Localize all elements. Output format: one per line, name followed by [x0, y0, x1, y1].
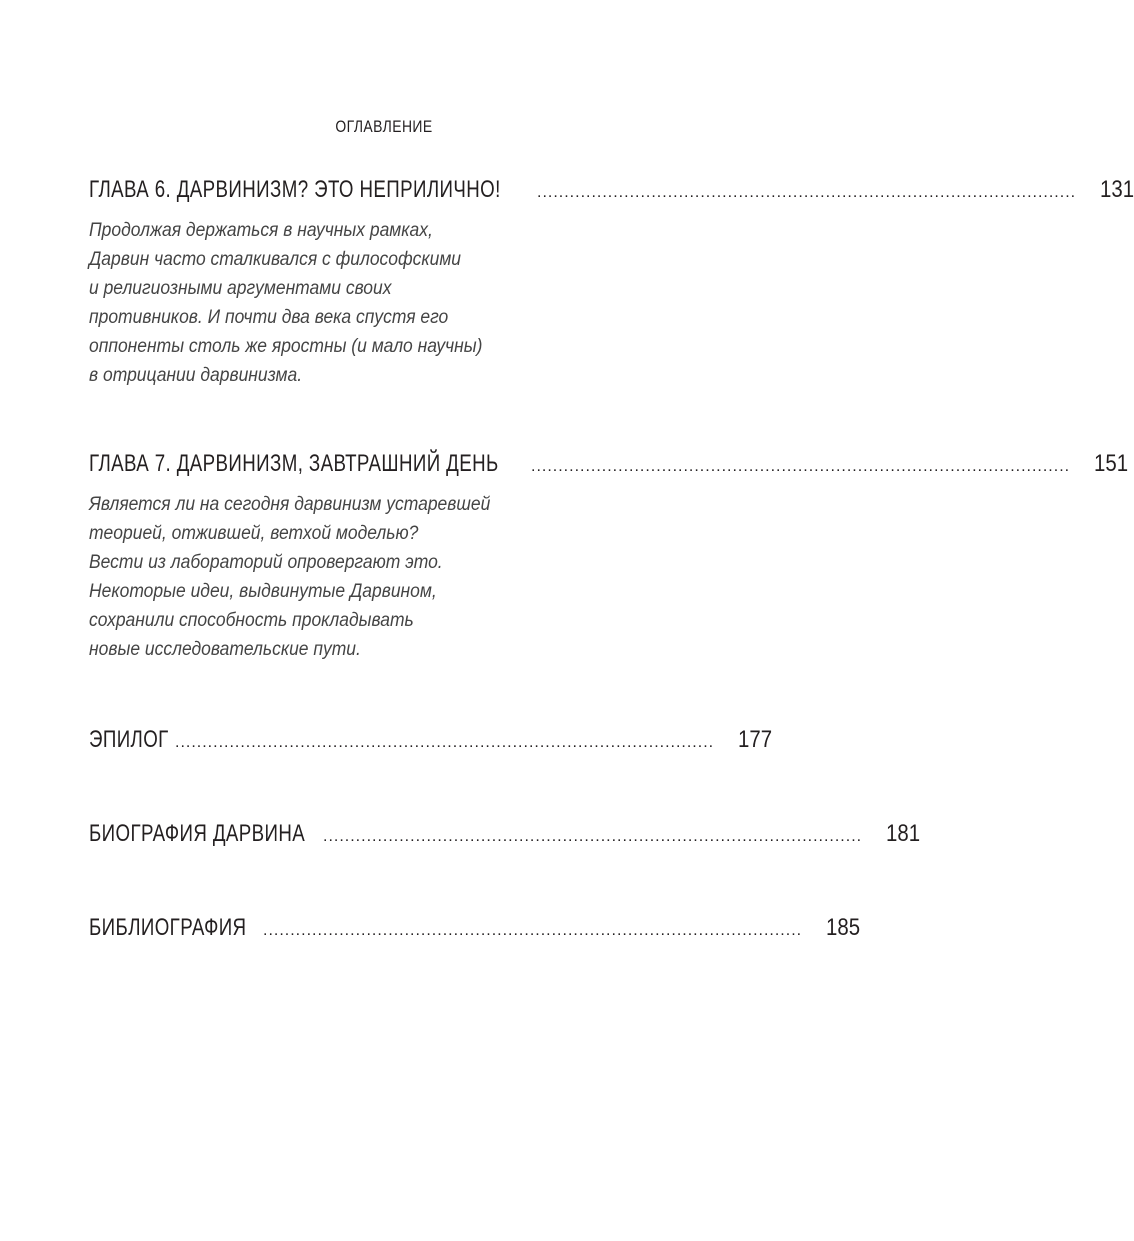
toc-title: БИБЛИОГРАФИЯ	[89, 914, 247, 941]
description-line: оппоненты столь же яростны (и мало научны)	[89, 336, 483, 357]
toc-line	[89, 174, 1134, 206]
leader-dots: ...................................................................................................	[175, 734, 715, 751]
leader-dots: ...................................................................................................	[537, 184, 1077, 201]
chapter-description	[89, 216, 567, 390]
toc-title: ГЛАВА 7. ДАРВИНИЗМ, ЗАВТРАШНИЙ ДЕНЬ	[89, 450, 499, 477]
toc-entry-chapter-7[interactable]	[89, 448, 1129, 664]
running-head: ОГЛАВЛЕНИЕ	[335, 117, 433, 136]
toc-title: ЭПИЛОГ	[89, 726, 169, 753]
chapter-description	[89, 490, 567, 664]
toc-page-number: 151	[1094, 450, 1129, 477]
toc-title: БИОГРАФИЯ ДАРВИНА	[89, 820, 306, 847]
toc-entry-chapter-6[interactable]	[89, 174, 1134, 390]
description-line: Некоторые идеи, выдвинутые Дарвином,	[89, 581, 437, 602]
toc-page-number: 177	[738, 726, 773, 753]
toc-page-number: 181	[886, 820, 921, 847]
toc-line	[89, 912, 861, 944]
description-line: в отрицании дарвинизма.	[89, 365, 303, 386]
toc-title: ГЛАВА 6. ДАРВИНИЗМ? ЭТО НЕПРИЛИЧНО!	[89, 176, 501, 203]
toc-line	[89, 724, 773, 756]
leader-dots: ...................................................................................................	[531, 458, 1071, 475]
description-line: Является ли на сегодня дарвинизм устаревшей	[89, 494, 491, 515]
toc-line	[89, 818, 921, 850]
leader-dots: ...................................................................................................	[323, 828, 863, 845]
description-line: Продолжая держаться в научных рамках,	[89, 220, 433, 241]
description-line: Дарвин часто сталкивался с философскими	[89, 249, 462, 270]
description-line: Вести из лабораторий опровергают это.	[89, 552, 443, 573]
toc-page-number: 131	[1100, 176, 1134, 203]
toc-entry-epilogue[interactable]	[89, 724, 773, 756]
description-line: новые исследовательские пути.	[89, 639, 361, 660]
toc-line	[89, 448, 1129, 480]
toc-entry-biography[interactable]	[89, 818, 921, 850]
toc-page-number: 185	[826, 914, 861, 941]
description-line: и религиозными аргументами своих	[89, 278, 392, 299]
description-line: теорией, отжившей, ветхой моделью?	[89, 523, 419, 544]
leader-dots: ...................................................................................................	[263, 922, 803, 939]
description-line: противников. И почти два века спустя его	[89, 307, 449, 328]
toc-entry-bibliography[interactable]	[89, 912, 861, 944]
description-line: сохранили способность прокладывать	[89, 610, 414, 631]
